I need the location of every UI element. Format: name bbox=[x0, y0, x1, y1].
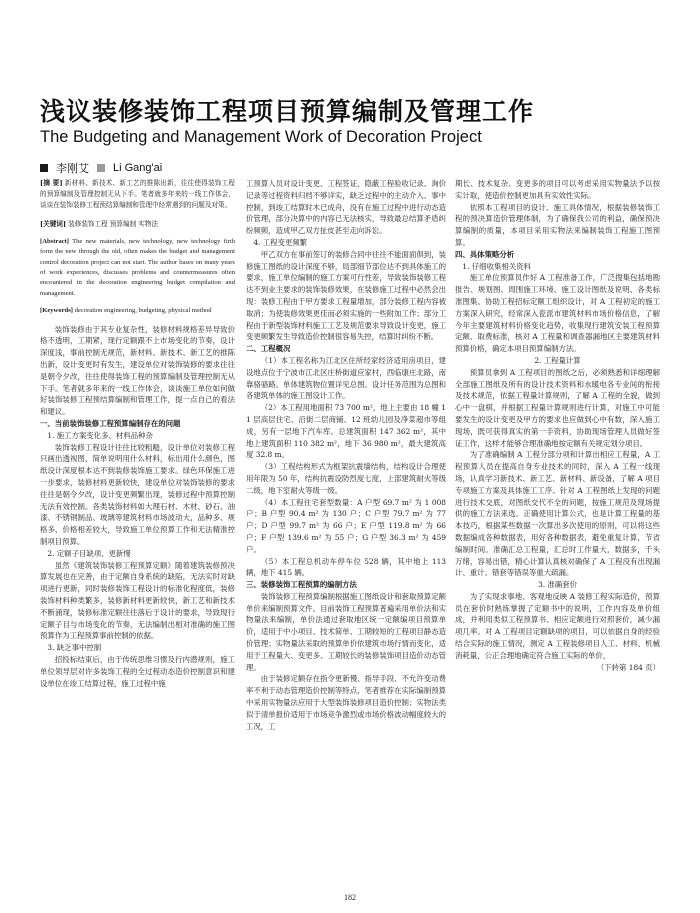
page-number: 182 bbox=[344, 893, 356, 902]
black-square-icon bbox=[40, 164, 48, 172]
paragraph: 为了准确编制 A 工程分部分项和计算出相应工程量，A 工程预算人员在提高自身专业技术的同时，深入 A 工程一线现场，认真学习新技术、新工艺、新材料、新设备，了解 A 项目专项施工方案及具体施工工序。针对 A 工程图纸上发现的问题进行技术交底，对图纸交代不全的问题，按施工规范及现场提供的施工方法来选。正确使用计算公式，也是计算工程量的基本技巧，根据某些数据一次算出多次使用的原则，可以将这些数据编成各种数据表，用好各种数据表，避免重复计算，节省编制时间。准确汇总工程量，汇总时工作量大，数据多，千头万绪，容易出错，精心计算认真核对确保了 A 工程没有出现漏计、重计、错套等错误等重大疏漏。 bbox=[455, 450, 660, 578]
paragraph: 依照本工程项目的设计、施工具体情况，根据装修装饰工程的预决算造价管理体制，为了确保我公司的利益，确保预决算编制的质量，本项目采用实物法来编制装饰工程施工图预算。 bbox=[455, 202, 660, 247]
abstract-english bbox=[40, 237, 235, 299]
intro-paragraph: 装饰装修由于其专业复杂性，装修材料规格差异导致价格不透明，工期紧，现行定额跟不上市场变化的节奏，设计深度浅，事前控制无规范，新材料、新技术、新工艺的推陈出新，设计变更时有发生，建设单位对装饰装修的要求往往是朝令夕改，往往使得装饰工程的预算编制及管理控制无从下手。笔者就多年来的一线工作体会，谈谈施工单位如何做好装饰装修工程预结算编制和管理工作，提一点自己的看法和建议。 bbox=[40, 324, 235, 417]
subsection-heading-1-1: 1. 施工方案变化多、材料品种杂 bbox=[47, 430, 153, 440]
paragraph: 期长、技术复杂、变更多的项目可以考虑采用实物量法予以按实计取，使造价控制更加具有实效性实际。 bbox=[455, 179, 660, 200]
section-heading-1: 一、当前装饰装修工程预算编制存在的问题 bbox=[40, 419, 181, 429]
paper-title-english: The Budgeting and Management Work of Decoration Project bbox=[40, 128, 482, 146]
subsection-heading-1-4: 4. 工程变更频繁 bbox=[253, 237, 308, 247]
paragraph: 预算员拿到 A 工程项目的图纸之后，必须熟悉和详细理解全部施工图纸及所有的设计技术资料和水暖电各专业间的衔接及技术规范，依据工程量计算规则，了解 A 工程的全貌，做到心中一盘棋，并根据工程量计算规则进行计算，对施工中可能要发生的设计变更及甲方的要求也应做到心中有数，深入施工现场，既可获得真实的第一手资料，协助现场管理人员做好签证工作，这样才能够合理准确地按定额有关规定划分项目。 bbox=[455, 367, 660, 448]
subsection-heading-4-3: 3. 准确套价 bbox=[538, 580, 577, 590]
abstract-label: [摘 要] bbox=[40, 179, 63, 187]
section-heading-3: 三、装修装饰工程预算的编制方法 bbox=[246, 580, 357, 590]
subsection-heading-1-2: 2. 定额子目缺项、更新慢 bbox=[47, 548, 131, 558]
keywords-en-label: [Keywords] bbox=[40, 307, 73, 315]
text-column-right bbox=[455, 178, 660, 673]
author-line bbox=[40, 160, 162, 176]
paragraph: （5）本工程总机动车停车位 528 辆，其中地上 113 辆，地下 415 辆。 bbox=[246, 556, 446, 578]
paragraph: 由于装修定额存在指令更新慢、指导手段、不允许变动费率不利于动态管理造价控制等特点，笔者推荐在实际编制预算中采用实物量法应用于大型装饰装修项目造价控制；实物法类似于清单报价适用于市场竞争激烈或市场价格波动幅度较大的工况，工 bbox=[246, 674, 446, 731]
continued-note: （下转第 184 页） bbox=[596, 662, 660, 672]
keywords-label: [关键词] bbox=[40, 219, 67, 228]
text-column-left bbox=[40, 178, 235, 689]
abstract-en-label: [Abstract] bbox=[40, 237, 69, 245]
paragraph: 招投标结束后，由于传统思维习惯及行内潜规则，施工单位领导层对许多装饰工程的全过程动态造价控制意识和建设单位在竣工结算过程，施工过程中施 bbox=[40, 654, 235, 688]
section-heading-2: 二、工程概况 bbox=[246, 344, 291, 354]
paragraph: 为了实现求事地、客观地反映 A 装修工程实际造价，预算员在套价时熟练掌握了定额书中的说明，工作内容及单价组成，并利用类似工程预算书、相应定额进行对照套价，减少漏项几率。对 A 工程项目定额缺项的项目，可以依据自身的经验结合实际的施工情况，测定 A 工程装修项目人工、材料、机械消耗量，公正合理地确定符合施工实际的单价， bbox=[455, 591, 660, 660]
paragraph: 装饰装修工程设计往往比较粗糙，设计单位对装修工程只画出透视图，简单说明用什么材料，标出用什么颜色，图纸设计深度根本达不到装修装饰施工要求。绿色环保施工进一步要求，装修材料更新较快，建设单位对装饰装修的要求往往是朝令夕改，设计变更频繁出现，装修过程中预算控制无法有效控制。各类装饰材料如大理石材、木材、砂石、油漆、不锈钢制品、玻璃等建筑材料市场波动大，品种多、规格多、价格相差较大，导致施工单位预算工作和无法精准控制项目预算。 bbox=[40, 442, 235, 546]
keywords-en-text: decoration engineering, budgeting, physical method bbox=[74, 307, 212, 315]
section-heading-4: 四、具体策略分析 bbox=[455, 249, 515, 259]
grey-square-icon bbox=[97, 164, 105, 172]
keywords-text: 装修装饰工程 预算编制 实物法 bbox=[68, 219, 159, 228]
abstract-chinese bbox=[40, 178, 235, 212]
keywords-chinese bbox=[40, 219, 235, 230]
subsection-heading-4-1: 1. 仔细收集相关资料 bbox=[462, 261, 531, 271]
subsection-heading-1-3: 3. 缺乏事中控制 bbox=[47, 643, 102, 653]
abstract-text: 新材料、新技术、新工艺的推陈出新，往往使得装饰工程的预算编制及管理控制无从下手。笔者就多年来的一线工作体会，谈谈在装饰装修工程预结算编制和管理中经常遇到的问题及对策。 bbox=[40, 179, 235, 210]
author-name-english: Li Gang'ai bbox=[113, 162, 163, 174]
paper-title-chinese: 浅议装修装饰工程项目预算编制及管理工作 bbox=[40, 97, 535, 126]
paragraph: 甲乙双方在事前签订的装修合同中往往不能面面俱到，装修施工图纸的设计深度不够，局部细节部位达不到具体施工的要求，施工单位编制的施工方案可行性差，导致装饰装修工程达不到业主要求的装饰装修效果，在装修施工过程中必然会出现：装修工程由于甲方要求工程量增加，部分装修工程内容被取消；为使装修效果更佳而必须实施的一些附加工作；部分工程由于新型装饰材料施工工艺及规范要求导致设计变更，施工变更频繁发生导致造价控制很容易失控，结算时纠纷不断。 bbox=[246, 249, 446, 342]
paragraph: 工预算人员对设计变更、工程签证、隐蔽工程验收记录、询价记录等过程资料归档不够详实，缺乏过程中的主动介入、事中控制，到竣工结算时木已成舟，没有在施工过程中进行动态造价管理，部分决算中的内容已无法核实，导致最总结算矛盾纠纷频频，造成甲乙双方扯皮甚至走向诉讼。 bbox=[246, 179, 446, 236]
keywords-english bbox=[40, 306, 235, 316]
paragraph: （1）本工程名称为江北区住所经家经济适用房项目，建设地点位于宁波市江北区庄桥街道应家村，西临康庄北路，南靠骆骆路。单体建筑物位置详见总图。设计任务范围为总图和各建筑单体的施工图设计工作。 bbox=[246, 355, 446, 401]
subsection-heading-4-2: 2. 工程量计算 bbox=[534, 355, 581, 365]
abstract-en-text: The new materials, new technology, new technology firth form the new through the old, often makes the budget and management control decoration project can not start. The author bases on many years of work experiences, discusses problems and countermeasures often encountered in the decoration engineering budget compilation and management. bbox=[40, 237, 235, 297]
paragraph: 施工单位预算员作好 A 工程准备工作，广泛搜集包括地勘报告、规划图、周围施工环境、施工设计图纸及说明、各类标准图集、协助工程招标定额工组织设计，对 A 工程初定的施工方案深入研究，经常深入瓷派市建筑材料市场价格信息，了解今年主要建筑材料价格变化趋势，收集现行建筑安装工程预算定额、取费标准，核对 A 工程量和调查器漏地区主要建筑材料预算价格，确定本项目预算编制方法。 bbox=[455, 273, 660, 354]
paragraph: 虽然《建筑装饰装修工程预算定额》随着建筑装修预决算发展也在完善，由于定额自身系统的缺陷，无法实时对缺项进行更新，同时装修装饰工程设计的标准化程度低，装修装饰材料种类繁多，装修新材料更新较快，新工艺和新技术不断涌现，装修标准定额往往落后于设计的要求，导致现行定额子目与市场变化的节奏，无法编制出相对准确的施工图预算作为工程预算事前控制的依据。 bbox=[40, 560, 235, 641]
paragraph: 装饰装修工程预算编制根据施工图纸设计和套取预算定额单价来编制预算文件。目前装饰工程预算普遍采用单价法和实物量法来编制，单价法通过套取地区统一定额编项目预算单价，适用于中小项目、技术简单、工期较短的工程项目静态造价管理；实物量法采取的预算单价依建筑市场行情而变化，适用于工程量大、变更多、工期较长的装修装饰项目造价动态管理。 bbox=[246, 591, 446, 672]
paragraph: （3）工程结构形式为框架抗震墙结构，结构设计合理使用年限为 50 年，结构抗震设防烈度七度，上部建筑耐火等级二级，地下室耐火等级一级。 bbox=[246, 462, 446, 495]
paragraph: （4）本工程住宅套型数量：A 户型 69.7 m² 为 1 008 户；B 户型 90.4 m² 为 130 户；C 户型 79.7 m² 为 77 户；D 户型 99.7 m² 为 66 户；E 户型 119.8 m² 为 66 户；F 户型 139.6 m² 为 55 户；G 户型 36.3 m² 为 459 户。 bbox=[246, 497, 446, 554]
author-name-chinese: 李刚艾 bbox=[56, 163, 89, 175]
paragraph: （2）本工程用地面积 73 700 m²，地上主要由 18 幢 11 层高层住宅、沿街二层商铺、12 班幼儿园及净菜超市等组成，另有一层地下汽车库。总建筑面积 147 362 m²，其中地上建筑面积 110 382 m²，地下 36 980 m²，最大建筑高度 32.8 m。 bbox=[246, 403, 446, 460]
text-column-middle bbox=[246, 178, 446, 732]
